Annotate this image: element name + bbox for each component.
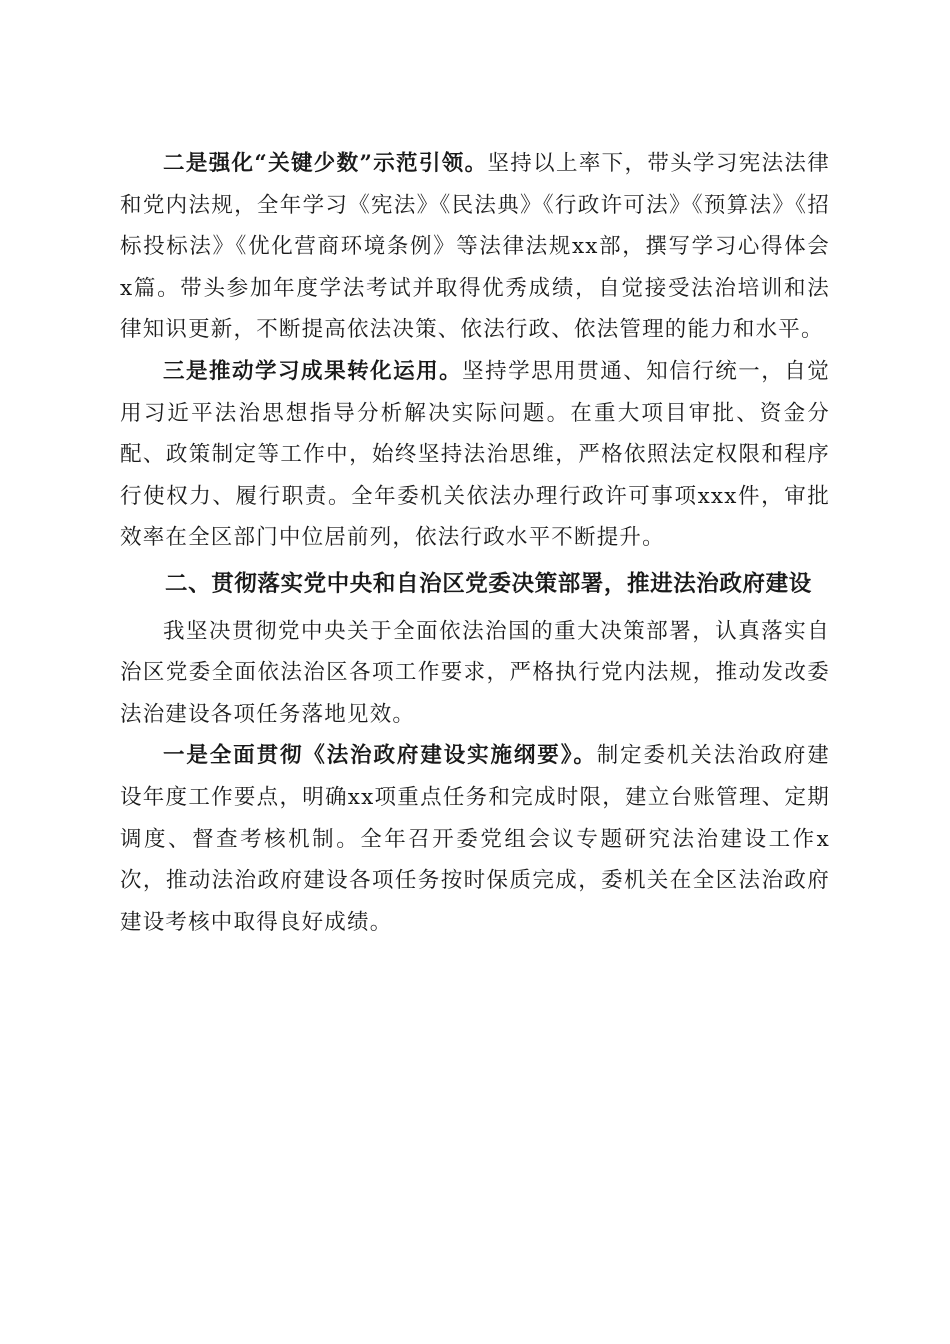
section-heading: 二、贯彻落实党中央和自治区党委决策部署，推进法治政府建设 <box>165 570 812 597</box>
section-intro: 我坚决贯彻党中央关于全面依法治国的重大决策部署，认真落实自治区党委全面依法治区各项工作要求，严格执行党内法规，推动发改委法治建设各项任务落地见效。 <box>120 618 830 727</box>
paragraph-body: 坚持以上率下，带头学习宪法法律和党内法规，全年学习《宪法》《民法典》《行政许可法》《预算法》《招标投标法》《优化营商环境条例》等法律法规xx部，撰写学习心得体会x篇。带头参加年度学法考试并取得优秀成绩，自觉接受法治培训和法律知识更新，不断提高依法决策、依法行政、依法管理的能力和水平。 <box>120 151 830 343</box>
paragraph-lead: 一是全面贯彻《法治政府建设实施纲要》。 <box>163 743 597 769</box>
document-page <box>120 143 830 943</box>
paragraph-learning-results <box>120 351 830 559</box>
paragraph-body: 制定委机关法治政府建设年度工作要点，明确xx项重点任务和完成时限，建立台账管理、定期调度、督查考核机制。全年召开委党组会议专题研究法治建设工作x次，推动法治政府建设各项任务按时保质完成，委机关在全区法治政府建设考核中取得良好成绩。 <box>120 743 830 935</box>
paragraph-implementation-outline <box>120 735 830 943</box>
paragraph-lead: 二是强化“关键少数”示范引领。 <box>163 151 488 176</box>
paragraph-lead: 三是推动学习成果转化运用。 <box>163 358 463 384</box>
paragraph-body: 坚持学思用贯通、知信行统一，自觉用习近平法治思想指导分析解决实际问题。在重大项目审批、资金分配、政策制定等工作中，始终坚持法治思维，严格依照法定权限和程序行使权力、履行职责。全年委机关依法办理行政许可事项xxx件，审批效率在全区部门中位居前列，依法行政水平不断提升。 <box>120 358 830 551</box>
paragraph-key-minority <box>120 143 830 351</box>
